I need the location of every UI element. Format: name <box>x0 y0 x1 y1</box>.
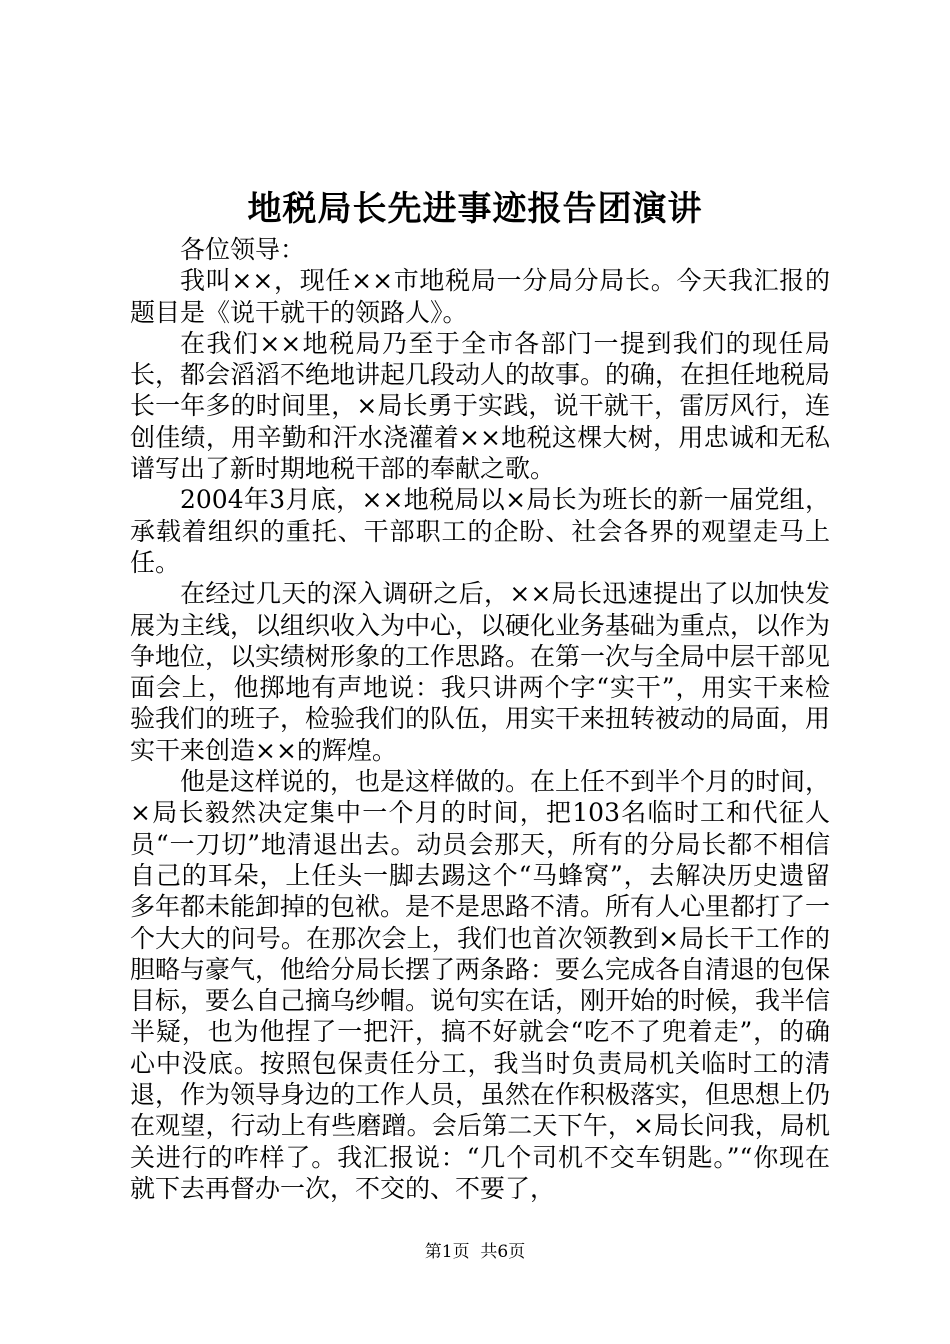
page-footer <box>0 1240 950 1264</box>
paragraph: 他是这样说的，也是这样做的。在上任不到半个月的时间，×局长毅然决定集中一个月的时间，把103名临时工和代征人员“一刀切”地清退出去。动员会那天，所有的分局长都不相信自己的耳朵，上任头一脚去踢这个“马蜂窝”，去解决历史遗留多年都未能卸掉的包袱。是不是思路不清。所有人心里都打了一个大大的问号。在那次会上，我们也首次领教到×局长干工作的胆略与豪气，他给分局长摆了两条路：要么完成各自清退的包保目标，要么自己摘乌纱帽。说句实在话，刚开始的时候，我半信半疑，也为他捏了一把汗，搞不好就会“吃不了兜着走”，的确心中没底。按照包保责任分工，我当时负责局机关临时工的清退，作为领导身边的工作人员，虽然在作积极落实，但思想上仍在观望，行动上有些磨蹭。会后第二天下午，×局长问我，局机关进行的咋样了。我汇报说：“几个司机不交车钥匙。”“你现在就下去再督办一次，不交的、不要了， <box>130 767 831 1203</box>
paragraph: 在经过几天的深入调研之后，××局长迅速提出了以加快发展为主线，以组织收入为中心，以硬化业务基础为重点，以作为争地位，以实绩树形象的工作思路。在第一次与全局中层干部见面会上，他掷地有声地说：我只讲两个字“实干”，用实干来检验我们的班子，检验我们的队伍，用实干来扭转被动的局面，用实干来创造××的辉煌。 <box>130 579 831 765</box>
paragraph-salutation: 各位领导： <box>180 235 306 264</box>
page-number: 第1页 共6页 <box>424 1242 526 1262</box>
paragraph: 在我们××地税局乃至于全市各部门一提到我们的现任局长，都会滔滔不绝地讲起几段动人的故事。的确，在担任地税局长一年多的时间里，×局长勇于实践，说干就干，雷厉风行，连创佳绩，用辛勤和汗水浇灌着××地税这棵大树，用忠诚和无私谱写出了新时期地税干部的奉献之歌。 <box>130 328 831 484</box>
document-body <box>130 234 830 1204</box>
document-title: 地税局长先进事迹报告团演讲 <box>247 189 703 229</box>
paragraph: 我叫××，现任××市地税局一分局分局长。今天我汇报的题目是《说干就干的领路人》。 <box>130 266 830 327</box>
paragraph: 2004年3月底，××地税局以×局长为班长的新一届党组，承载着组织的重托、干部职工的企盼、社会各界的观望走马上任。 <box>130 485 830 577</box>
